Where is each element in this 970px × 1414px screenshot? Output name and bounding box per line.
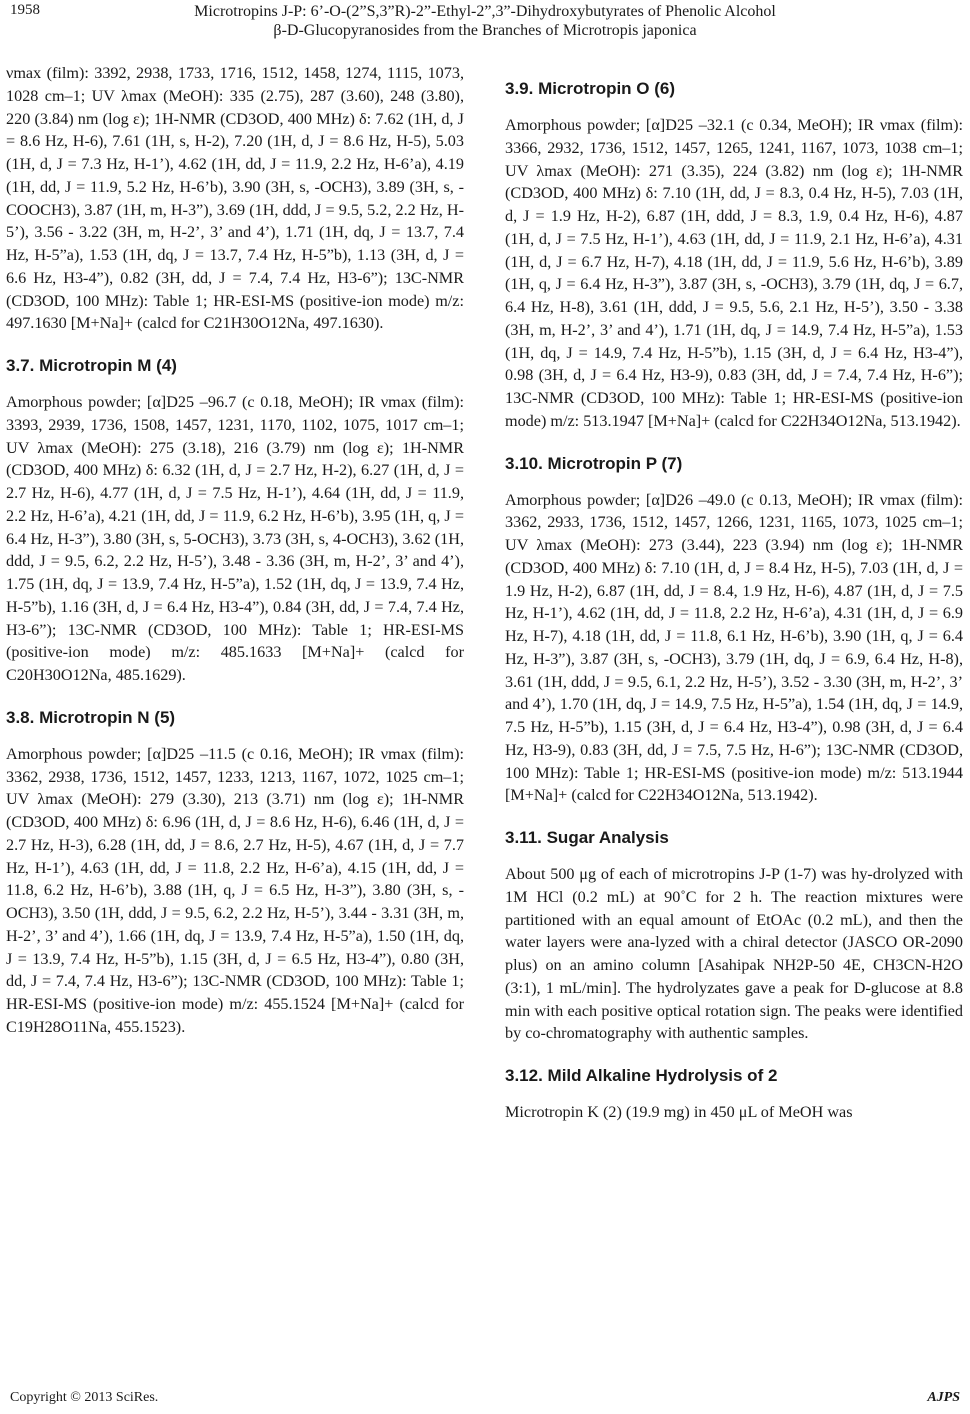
section-body-3-11: About 500 μg of each of microtropins J-P (1-7) was hy-drolyzed with 1M HCl (0.2 mL) at 90˚C for 2 h. The reaction mixtures were partitioned with an equal amount of EtOAc (0.2 mL), and then the water layers were ana-lyzed with a chiral detector (JASCO OR-2090 plus) on an amino column [Asahipak NH2P-50 4E, CH3CN-H2O (3:1), 1 mL/min]. The hydrolyzates gave a peak for D-glucose at 8.8 min with each positive optical rotation sign. The peaks were identified by co-chromatography with authentic samples. — [505, 865, 963, 1043]
section-body-3-10: Amorphous powder; [α]D26 –49.0 (c 0.13, MeOH); IR νmax (film): 3362, 2933, 1736, 1512, 1457, 1266, 1231, 1165, 1073, 1025 cm–1; UV λmax (MeOH): 273 (3.44), 223 (3.94) nm (log ε); 1H-NMR (CD3OD, 400 MHz) δ: 7.10 (1H, d, J = 8.4 Hz, H-5), 7.03 (1H, d, J = 1.9 Hz, H-2), 6.87 (1H, dd, J = 8.4, 1.9 Hz, H-6), 4.87 (1H, d, J = 7.5 Hz, H-1’), 4.62 (1H, dd, J = 11.8, 2.2 Hz, H-6’a), 4.31 (1H, d, J = 6.9 Hz, H-7), 4.18 (1H, dd, J = 11.8, 6.1 Hz, H-6’b), 3.90 (1H, q, J = 6.4 Hz, H-3”), 3.87 (3H, s, -OCH3), 3.79 (1H, dq, J = 6.9, 6.4 Hz, H-8), 3.61 (1H, ddd, J = 9.5, 6.1, 2.2 Hz, H-5’), 3.52 - 3.30 (3H, m, H-2’, 3’ and 4’), 1.70 (1H, dq, J = 14.9, 7.5 Hz, H-5”a), 1.54 (1H, dq, J = 14.9, 7.5 Hz, H-5”b), 1.15 (3H, d, J = 6.4 Hz, H3-4”), 0.98 (3H, d, J = 6.4 Hz, H3-9), 0.83 (3H, dd, J = 7.5, 7.5 Hz, H-6”); 13C-NMR (CD3OD, 100 MHz): Table 1; HR-ESI-MS (positive-ion mode) m/z: 513.1944 [M+Na]+ (calcd for C22H34O12Na, 513.1942). — [505, 490, 963, 805]
page-header — [0, 0, 970, 44]
section-heading-3-10: 3.10. Microtropin P (7) — [505, 453, 683, 473]
paragraph-continuation: νmax (film): 3392, 2938, 1733, 1716, 1512, 1458, 1274, 1115, 1073, 1028 cm–1; UV λmax (MeOH): 335 (2.75), 287 (3.60), 248 (3.80), 220 (3.84) nm (log ε); 1H-NMR (CD3OD, 400 MHz) δ: 7.62 (1H, d, J = 8.6 Hz, H-6), 7.61 (1H, s, H-2), 7.20 (1H, d, J = 8.6 Hz, H-5), 5.03 (1H, d, J = 7.3 Hz, H-1’), 4.62 (1H, dd, J = 11.9, 2.2 Hz, H-6’a), 4.19 (1H, dd, J = 11.9, 5.2 Hz, H-6’b), 3.90 (3H, s, -OCH3), 3.89 (3H, s, -COOCH3), 3.87 (1H, m, H-3”), 3.69 (1H, ddd, J = 9.5, 5.2, 2.2 Hz, H-5’), 3.56 - 3.22 (3H, m, H-2’, 3’ and 4’), 1.71 (1H, dq, J = 13.7, 7.4 Hz, H-5”a), 1.53 (1H, dq, J = 13.7, 7.4 Hz, H-5”b), 1.13 (3H, d, J = 6.6 Hz, H3-4”), 0.82 (3H, dd, J = 7.4, 7.4 Hz, H3-6”); 13C-NMR (CD3OD, 100 MHz): Table 1; HR-ESI-MS (positive-ion mode) m/z: 497.1630 [M+Na]+ (calcd for C21H30O12Na, 497.1630). — [6, 64, 464, 333]
section-heading-3-7: 3.7. Microtropin M (4) — [6, 356, 177, 375]
section-heading-3-8: 3.8. Microtropin N (5) — [6, 707, 176, 727]
page-number: 1958 — [10, 2, 40, 18]
copyright-text: Copyright © 2013 SciRes. — [10, 1390, 159, 1405]
running-title-line2: β-D-Glucopyranosides from the Branches of Microtropis japonica — [273, 22, 697, 39]
section-heading-3-11: 3.11. Sugar Analysis — [505, 828, 669, 847]
section-body-3-9: Amorphous powder; [α]D25 –32.1 (c 0.34, MeOH); IR νmax (film): 3366, 2932, 1736, 1512, 1457, 1265, 1241, 1167, 1073, 1038 cm–1; UV λmax (MeOH): 271 (3.35), 224 (3.82) nm (log ε); 1H-NMR (CD3OD, 400 MHz) δ: 7.10 (1H, dd, J = 8.3, 0.4 Hz, H-5), 7.03 (1H, d, J = 1.9 Hz, H-2), 6.87 (1H, ddd, J = 8.3, 1.9, 0.4 Hz, H-6), 4.87 (1H, d, J = 7.5 Hz, H-1’), 4.63 (1H, dd, J = 11.9, 2.1 Hz, H-6’a), 4.31 (1H, d, J = 6.7 Hz, H-7), 4.18 (1H, dd, J = 11.9, 5.6 Hz, H-6’b), 3.89 (1H, q, J = 6.4 Hz, H-3”), 3.87 (3H, s, -OCH3), 3.79 (1H, dq, J = 6.7, 6.4 Hz, H-8), 3.61 (1H, ddd, J = 9.5, 5.6, 2.1 Hz, H-5’), 3.50 - 3.38 (3H, m, H-2’, 3’ and 4’), 1.71 (1H, dq, J = 14.9, 7.4 Hz, H-5”a), 1.53 (1H, dq, J = 14.9, 7.4 Hz, H-5”b), 1.15 (3H, d, J = 6.4 Hz, H3-4”), 0.98 (3H, d, J = 6.4 Hz, H3-9), 0.83 (3H, dd, J = 7.4, 7.4 Hz, H-6”); 13C-NMR (CD3OD, 100 MHz): Table 1; HR-ESI-MS (positive-ion mode) m/z: 513.1947 [M+Na]+ (calcd for C22H34O12Na, 513.1942). — [505, 116, 963, 430]
section-body-3-7: Amorphous powder; [α]D25 –96.7 (c 0.18, MeOH); IR νmax (film): 3393, 2939, 1736, 1508, 1457, 1231, 1170, 1102, 1075, 1017 cm–1; UV λmax (MeOH): 275 (3.18), 216 (3.79) nm (log ε); 1H-NMR (CD3OD, 400 MHz) δ: 6.32 (1H, d, J = 2.7 Hz, H-2), 6.27 (1H, d, J = 2.7 Hz, H-6), 4.77 (1H, d, J = 7.5 Hz, H-1’), 4.64 (1H, dd, J = 11.9, 2.2 Hz, H-6’a), 4.21 (1H, dd, J = 11.9, 6.2 Hz, H-6’b), 3.95 (1H, q, J = 6.4 Hz, H-3”), 3.80 (3H, s, 5-OCH3), 3.73 (3H, s, 4-OCH3), 3.62 (1H, ddd, J = 9.5, 6.2, 2.2 Hz, H-5’), 3.48 - 3.36 (3H, m, H-2’, 3’ and 4’), 1.75 (1H, dq, J = 13.9, 7.4 Hz, H-5”a), 1.52 (1H, dq, J = 13.9, 7.4 Hz, H-5”b), 1.16 (3H, d, J = 6.4 Hz, H3-4”), 0.84 (3H, dd, J = 7.4, 7.4 Hz, H3-6”); 13C-NMR (CD3OD, 100 MHz): Table 1; HR-ESI-MS (positive-ion mode) m/z: 485.1633 [M+Na]+ (calcd for C20H30O12Na, 485.1629). — [6, 393, 464, 684]
section-body-3-8: Amorphous powder; [α]D25 –11.5 (c 0.16, MeOH); IR νmax (film): 3362, 2938, 1736, 1512, 1457, 1233, 1213, 1167, 1072, 1025 cm–1; UV λmax (MeOH): 279 (3.30), 213 (3.71) nm (log ε); 1H-NMR (CD3OD, 400 MHz) δ: 6.96 (1H, d, J = 8.6 Hz, H-6), 6.46 (1H, d, J = 2.7 Hz, H-3), 6.28 (1H, dd, J = 8.6, 2.7 Hz, H-5), 4.67 (1H, d, J = 7.7 Hz, H-1’), 4.63 (1H, dd, J = 11.8, 2.2 Hz, H-6’a), 4.15 (1H, dd, J = 11.8, 6.2 Hz, H-6’b), 3.88 (1H, q, J = 6.5 Hz, H-3”), 3.80 (3H, s, -OCH3), 3.50 (1H, ddd, J = 9.5, 6.2, 2.2 Hz, H-5’), 3.44 - 3.31 (3H, m, H-2’, 3’ and 4’), 1.66 (1H, dq, J = 13.9, 7.4 Hz, H-5”a), 1.50 (1H, dq, J = 13.9, 7.4 Hz, H-5”b), 1.15 (3H, d, J = 6.5 Hz, H3-4”), 0.80 (3H, dd, J = 7.4, 7.4 Hz, H3-6”); 13C-NMR (CD3OD, 100 MHz): Table 1; HR-ESI-MS (positive-ion mode) m/z: 455.1524 [M+Na]+ (calcd for C19H28O11Na, 455.1523). — [6, 744, 464, 1036]
journal-name: AJPS — [927, 1390, 960, 1405]
section-body-3-12: Microtropin K (2) (19.9 mg) in 450 μL of MeOH was — [505, 1103, 853, 1121]
section-heading-3-9: 3.9. Microtropin O (6) — [505, 79, 676, 98]
running-title-line1: Microtropins J-P: 6’-O-(2”S,3”R)-2”-Ethyl-2”,3”-Dihydroxybutyrates of Phenolic Alcohol — [194, 3, 776, 20]
left-column — [6, 62, 464, 1039]
section-heading-3-12: 3.12. Mild Alkaline Hydrolysis of 2 — [505, 1066, 778, 1085]
right-column — [505, 62, 963, 1124]
